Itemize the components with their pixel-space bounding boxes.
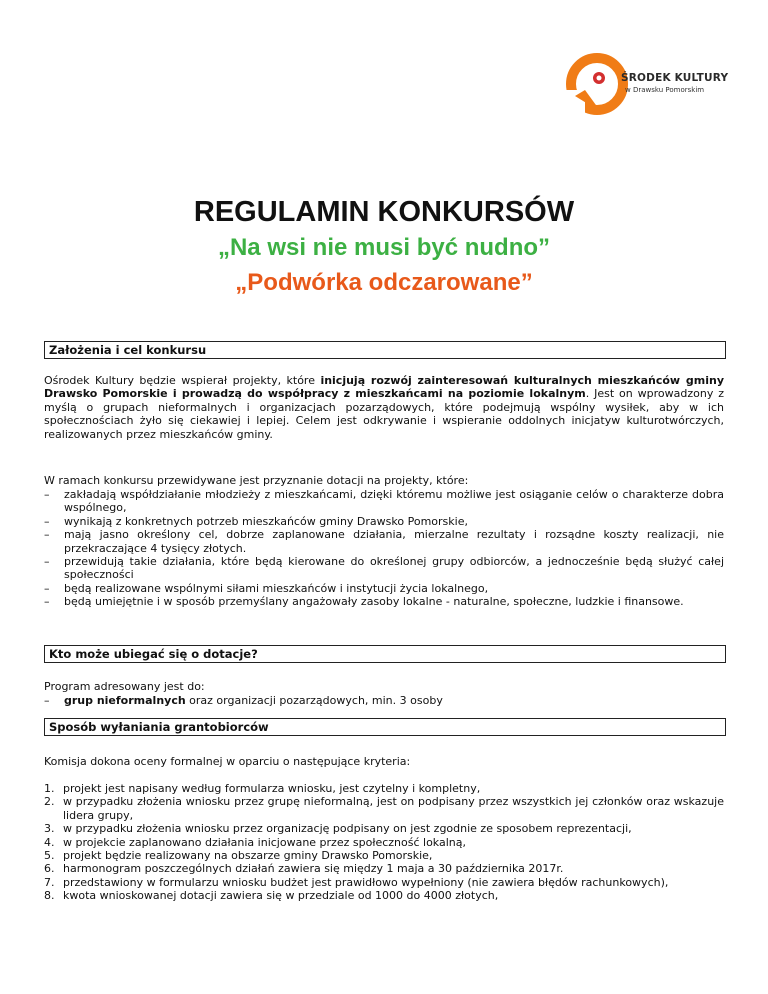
bullet-mark: – xyxy=(44,488,50,501)
logo-title: ŚRODEK KULTURY xyxy=(621,72,729,84)
list-item xyxy=(44,582,724,595)
list-item xyxy=(44,555,724,582)
criteria-text: w przypadku złożenia wniosku przez organizację podpisany on jest zgodnie ze sposobem reprezentacji, xyxy=(63,822,632,836)
bullet-mark: – xyxy=(44,581,50,595)
criteria-item xyxy=(44,822,724,835)
list-item xyxy=(44,694,724,707)
criteria-number: 2. xyxy=(44,795,55,809)
intro-text-end: . Jest on wprowadzony z myślą o grupach nieformalnych i organizacjach pozarządowych, które podejmują wspólny wysiłek, aby w ich społecznościach żyło się ciekawiej i lepiej. Celem jest odkrywanie i wspieranie oddolnych inicjatyw kulturotwórczych, realizowanych przez mieszkańców gminy. xyxy=(44,387,724,441)
contest-name-1: „Na wsi nie musi być nudno” xyxy=(217,234,551,261)
logo xyxy=(563,50,729,120)
criteria-item xyxy=(44,782,724,795)
logo-mark-icon xyxy=(563,50,713,120)
criteria-text: kwota wnioskowanej dotacji zawiera się w przedziale od 1000 do 4000 złotych, xyxy=(63,889,499,903)
bullet-mark: – xyxy=(44,595,50,609)
criteria-list xyxy=(44,782,724,903)
list-item-text: będą umiejętnie i w sposób przemyślany angażowały zasoby lokalne - naturalne, społeczne, ludzkie i finansowe. xyxy=(64,595,684,609)
list-item-text: zakładają współdziałanie młodzieży z mieszkańcami, dzięki któremu możliwe jest osiąganie celów o charakterze dobra wspólnego, xyxy=(64,488,724,515)
page-title: REGULAMIN KONKURSÓW xyxy=(193,196,575,228)
list-item-text: będą realizowane wspólnymi siłami mieszkańców i instytucji życia lokalnego, xyxy=(64,581,489,595)
criteria-text: harmonogram poszczególnych działań zawiera się między 1 maja a 30 października 2017r. xyxy=(63,862,564,876)
eligibility-rest: oraz organizacji pozarządowych, min. 3 osoby xyxy=(185,694,443,707)
criteria-item xyxy=(44,836,724,849)
list-item xyxy=(44,488,724,515)
criteria-intro: Komisja dokona oceny formalnej w oparciu o następujące kryteria: xyxy=(44,755,411,768)
list-item-text: mają jasno określony cel, dobrze zaplanowane działania, mierzalne rezultaty i rozsądne koszty realizacji, nie przekraczające 4 tysięcy złotych. xyxy=(64,528,724,555)
criteria-number: 8. xyxy=(44,889,55,903)
criteria-number: 1. xyxy=(44,782,55,795)
criteria-item xyxy=(44,876,724,889)
intro-text-start: Ośrodek Kultury będzie wspierał projekty, które xyxy=(44,374,321,387)
section-heading-eligibility: Kto może ubiegać się o dotacje? xyxy=(44,645,726,663)
criteria-item xyxy=(44,889,724,902)
bullet-mark: – xyxy=(44,694,50,707)
bullet-mark: – xyxy=(44,514,50,528)
list-item-text: przewidują takie działania, które będą kierowane do określonej grupy odbiorców, a jednocześnie będą służyć całej społeczności xyxy=(64,555,724,582)
list-item xyxy=(44,515,724,528)
eligibility-intro: Program adresowany jest do: xyxy=(44,680,205,693)
intro-paragraph xyxy=(44,374,724,441)
section-heading-goals: Założenia i cel konkursu xyxy=(44,341,726,359)
criteria-text: projekt jest napisany według formularza wniosku, jest czytelny i kompletny, xyxy=(63,782,481,795)
criteria-number: 3. xyxy=(44,822,55,836)
list-item-text: wynikają z konkretnych potrzeb mieszkańców gminy Drawsko Pomorskie, xyxy=(64,514,468,528)
criteria-item xyxy=(44,862,724,875)
eligibility-bold: grup nieformalnych xyxy=(64,694,186,707)
criteria-text: przedstawiony w formularzu wniosku budżet jest prawidłowo wypełniony (nie zawiera błędów rachunkowych), xyxy=(63,875,669,889)
criteria-number: 7. xyxy=(44,875,55,889)
criteria-text: w przypadku złożenia wniosku przez grupę nieformalną, jest on podpisany przez wszystkich jej członków oraz wskazuje lidera grupy, xyxy=(63,795,724,822)
logo-subtitle: w Drawsku Pomorskim xyxy=(625,86,705,94)
intro-text-bold: inicjują rozwój zainteresowań kulturalnych mieszkańców gminy Drawsko Pomorskie i prowadzą do współpracy z mieszkańcami na poziomie lokalnym xyxy=(44,374,724,401)
contest-name-2: „Podwórka odczarowane” xyxy=(235,269,533,296)
criteria-item xyxy=(44,849,724,862)
projects-list xyxy=(44,488,724,609)
criteria-item xyxy=(44,795,724,822)
bullet-mark: – xyxy=(44,555,50,569)
list-item xyxy=(44,595,724,608)
eligibility-list xyxy=(44,694,724,707)
criteria-text: w projekcie zaplanowano działania inicjowane przez społeczność lokalną, xyxy=(63,835,466,849)
criteria-number: 4. xyxy=(44,835,55,849)
criteria-number: 5. xyxy=(44,849,55,863)
criteria-text: projekt będzie realizowany na obszarze gminy Drawsko Pomorskie, xyxy=(63,849,433,863)
criteria-number: 6. xyxy=(44,862,55,876)
bullet-mark: – xyxy=(44,528,50,542)
list-item xyxy=(44,528,724,555)
projects-intro: W ramach konkursu przewidywane jest przyznanie dotacji na projekty, które: xyxy=(44,474,469,487)
section-heading-selection: Sposób wyłaniania grantobiorców xyxy=(44,718,726,736)
